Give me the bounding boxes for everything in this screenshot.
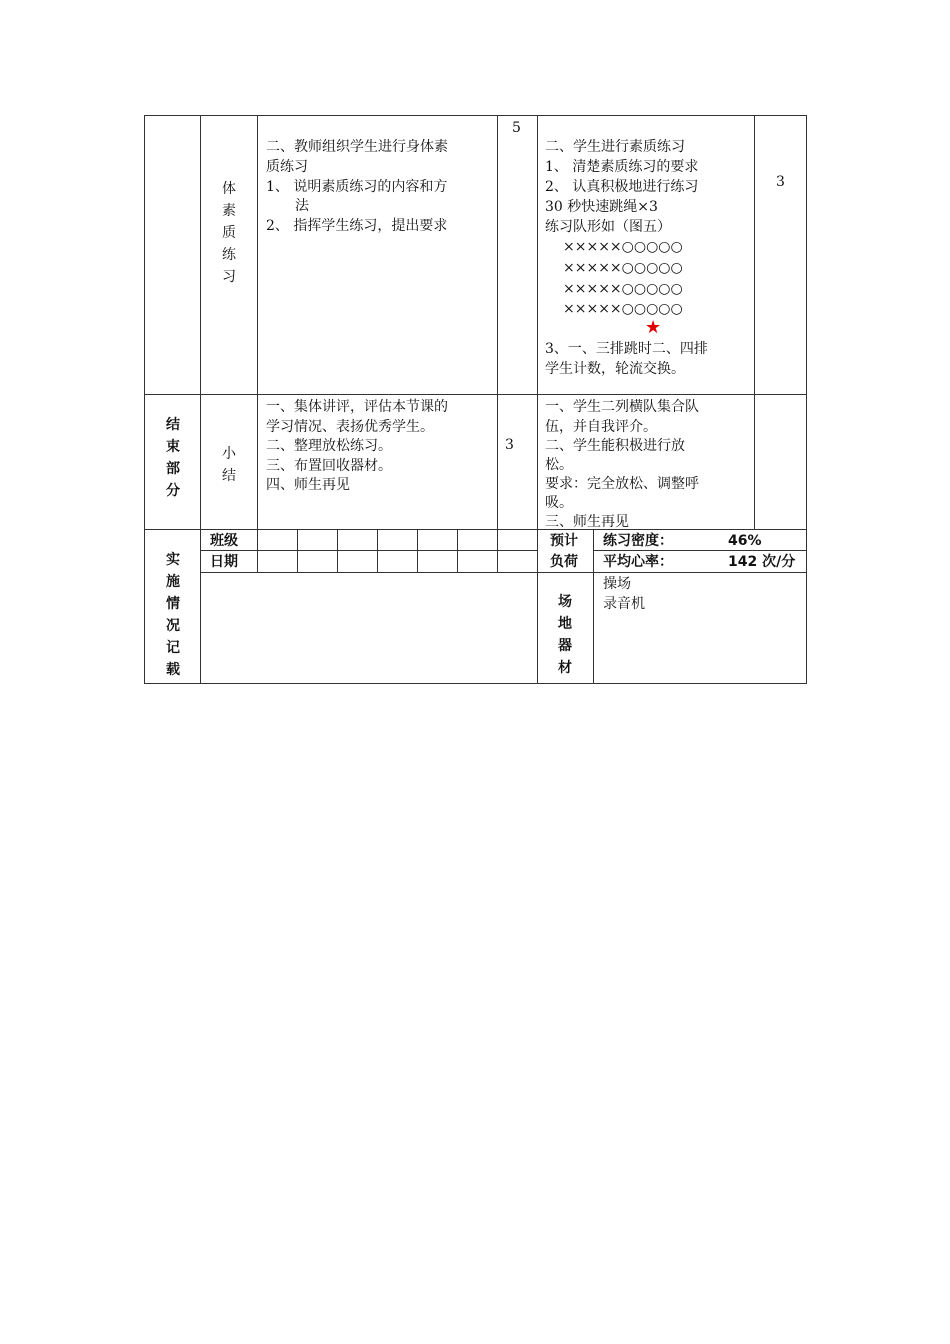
- list-item: 录音机: [603, 596, 645, 612]
- section-label-quality: 体 素 质 练 习: [222, 181, 236, 285]
- table-top-border: [144, 115, 806, 116]
- table-left-border: [144, 115, 145, 684]
- heart-rate-label: 平均心率：: [603, 554, 673, 570]
- text-line: 二、学生能积极进行放: [545, 438, 685, 454]
- class-label: 班级: [210, 533, 238, 549]
- text-line: 3、一、三排跳时二、四排: [545, 341, 708, 357]
- list-item: 操场: [603, 576, 631, 592]
- formation-row: ×××××○○○○○: [563, 301, 683, 317]
- formation-row: ×××××○○○○○: [563, 260, 683, 276]
- col-divider-c: [497, 115, 498, 530]
- table-bottom-border: [144, 683, 806, 684]
- class-grid-line: [297, 529, 298, 572]
- col-divider-b: [257, 115, 258, 530]
- row-divider-1: [144, 394, 806, 395]
- density-value: 46%: [728, 533, 762, 549]
- text-line: 一、集体讲评，评估本节课的: [266, 399, 448, 415]
- text-line: 30 秒快速跳绳×3: [545, 199, 658, 215]
- text-line: 伍，并自我评介。: [545, 419, 657, 435]
- time-value-summary: 3: [505, 437, 514, 453]
- text-line: 要求：完全放松、调整呼: [545, 476, 699, 492]
- text-line: 松。: [545, 457, 573, 473]
- record-label: 实 施 情 况 记 载: [166, 552, 180, 678]
- class-grid-line: [257, 529, 258, 572]
- formation-row: ×××××○○○○○: [563, 281, 683, 297]
- text-line: 2、 认真积极地进行练习: [545, 179, 699, 195]
- count-value-quality: 3: [776, 174, 785, 190]
- class-grid-line: [417, 529, 418, 572]
- formation-row: ×××××○○○○○: [563, 239, 683, 255]
- teacher-star-icon: ★: [645, 317, 662, 338]
- text-line: 法: [295, 198, 309, 214]
- part-label-ending: 结 束 部 分: [166, 417, 180, 499]
- text-line: 学习情况、表扬优秀学生。: [266, 419, 434, 435]
- text-line: 1、 说明素质练习的内容和方: [266, 179, 448, 195]
- text-line: 二、整理放松练习。: [266, 438, 392, 454]
- density-label: 练习密度：: [603, 533, 673, 549]
- text-line: 二、学生进行素质练习: [545, 139, 685, 155]
- col-divider-f: [754, 115, 755, 530]
- text-line: 负荷: [550, 554, 578, 570]
- time-value-quality: 5: [512, 120, 521, 136]
- text-line: 2、 指挥学生练习，提出要求: [266, 218, 448, 234]
- class-grid-line: [497, 529, 498, 572]
- class-grid-line: [457, 529, 458, 572]
- text-line: 练习队形如（图五）: [545, 219, 671, 235]
- text-line: 学生计数，轮流交换。: [545, 361, 685, 377]
- text-line: 三、师生再见: [545, 514, 629, 530]
- text-line: 质练习: [266, 159, 308, 175]
- class-date-divider: [200, 550, 537, 551]
- text-line: 一、学生二列横队集合队: [545, 399, 699, 415]
- text-line: 吸。: [545, 495, 573, 511]
- col-divider-e: [537, 115, 538, 684]
- text-line: 预计: [550, 533, 578, 549]
- text-line: 1、 清楚素质练习的要求: [545, 159, 699, 175]
- equipment-label: 场 地 器 材: [558, 594, 572, 676]
- section-label-summary: 小 结: [222, 446, 236, 484]
- heart-rate-value: 142 次/分: [728, 554, 796, 570]
- col-divider-a: [200, 115, 201, 684]
- row-divider-2: [144, 529, 806, 530]
- text-line: 三、布置回收器材。: [266, 458, 392, 474]
- text-line: 四、师生再见: [266, 477, 350, 493]
- table-right-border: [806, 115, 807, 684]
- class-grid-line: [337, 529, 338, 572]
- record-area-divider: [200, 572, 806, 573]
- class-grid-line: [377, 529, 378, 572]
- text-line: 二、教师组织学生进行身体素: [266, 139, 448, 155]
- date-label: 日期: [210, 554, 238, 570]
- load-divider: [593, 529, 594, 684]
